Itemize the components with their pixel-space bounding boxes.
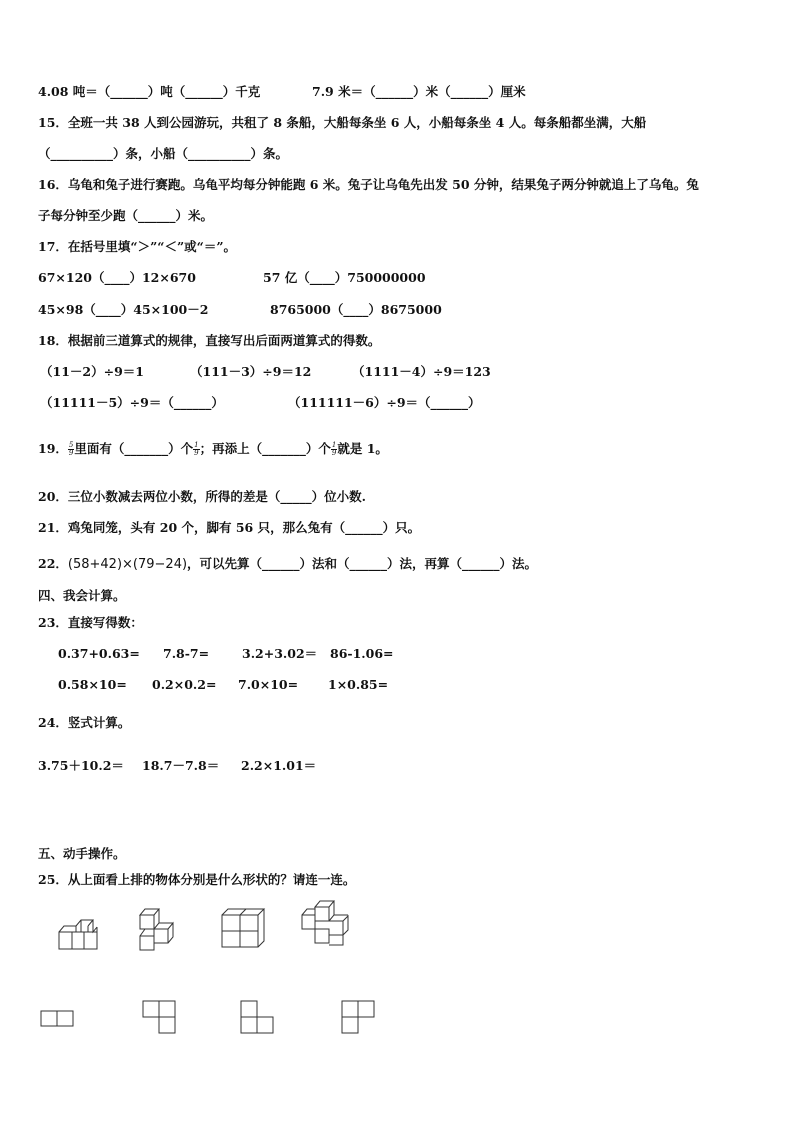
q23-item-6: 0.2×0.2= (152, 677, 217, 692)
q17-title: 17．在括号里填“＞”“＜”或“＝”。 (38, 239, 237, 254)
top-view-shape-1 (40, 1010, 76, 1028)
section-4-title: 四、我会计算。 (38, 588, 126, 603)
q16-line2: 子每分钟至少跑（______）米。 (38, 208, 214, 223)
q19 (38, 441, 388, 457)
q14-part-a: 4.08 吨＝（______）吨（______）千克 (38, 84, 261, 99)
q24-item-2: 18.7－7.8＝ (142, 758, 220, 773)
q16-line1: 16．乌龟和兔子进行赛跑。乌龟平均每分钟能跑 6 米。兔子让乌龟先出发 50 分钟，结果兔子两分钟就追上了乌龟。兔 (38, 177, 699, 192)
q19-part3: 就是 1。 (337, 441, 388, 456)
q22-expression: (58+42)×(79−24) (67, 557, 188, 572)
solid-figure-3 (218, 905, 270, 950)
q25-title: 25．从上面看上排的物体分别是什么形状的？请连一连。 (38, 872, 356, 887)
q18-eq4: （11111－5）÷9＝（______） (40, 395, 224, 410)
q24-item-1: 3.75＋10.2＝ (38, 758, 124, 773)
q23-item-3: 3.2+3.02＝ (242, 646, 318, 661)
section-5-title: 五、动手操作。 (38, 846, 126, 861)
q23-item-8: 1×0.85= (328, 677, 389, 692)
q17-row1-right: 57 亿（____）750000000 (263, 270, 426, 285)
q19-prefix: 19． (38, 441, 68, 456)
q18-eq3: （1111－4）÷9＝123 (352, 364, 491, 379)
solid-figure-4 (298, 897, 356, 952)
solid-figure-2 (135, 903, 189, 955)
solid-figure-1 (55, 910, 105, 952)
q22 (38, 556, 537, 573)
q15-line1: 15．全班一共 38 人到公园游玩，共租了 8 条船，大船每条坐 6 人，小船每条坐 4 人。每条船都坐满，大船 (38, 115, 647, 130)
top-view-shape-3 (240, 1000, 276, 1036)
q20: 20．三位小数减去两位小数，所得的差是（_____）位小数. (38, 489, 366, 504)
q23-title: 23．直接写得数： (38, 615, 143, 630)
q18-eq5: （111111－6）÷9＝（______） (288, 395, 481, 410)
q23-item-7: 7.0×10= (238, 677, 299, 692)
fraction-one-ninth-2: $\frac{1}{9}$ (331, 441, 337, 457)
q23-item-5: 0.58×10= (58, 677, 127, 692)
q18-eq2: （111－3）÷9＝12 (190, 364, 312, 379)
q23-item-4: 86-1.06= (330, 646, 394, 661)
q21: 21．鸡兔同笼，头有 20 个，脚有 56 只，那么兔有（______）只。 (38, 520, 421, 535)
q18-title: 18．根据前三道算式的规律，直接写出后面两道算式的得数。 (38, 333, 381, 348)
q22-prefix: 22． (38, 556, 68, 571)
q17-row2-right: 8765000（____）8675000 (270, 302, 442, 317)
q22-rest: ，可以先算（______）法和（______）法，再算（______）法。 (187, 556, 538, 571)
q24-title: 24．竖式计算。 (38, 715, 131, 730)
top-view-shape-2 (142, 1000, 178, 1036)
q23-item-1: 0.37+0.63= (58, 646, 140, 661)
q15-line2: （__________）条，小船（__________）条。 (38, 146, 289, 161)
q19-part2: ；再添上（_______）个 (199, 441, 331, 456)
q18-eq1: （11－2）÷9＝1 (40, 364, 144, 379)
q17-row2-left: 45×98（____）45×100－2 (38, 302, 209, 317)
top-view-shape-4 (341, 1000, 377, 1036)
q14-part-b: 7.9 米＝（______）米（______）厘米 (312, 84, 526, 99)
fraction-five-ninths: $\frac{5}{9}$ (68, 441, 74, 457)
q23-item-2: 7.8-7= (163, 646, 210, 661)
fraction-one-ninth: $\frac{1}{9}$ (194, 441, 199, 457)
q19-part1: 里面有（_______）个 (74, 441, 194, 456)
q24-item-3: 2.2×1.01＝ (241, 758, 317, 773)
q17-row1-left: 67×120（____）12×670 (38, 270, 196, 285)
